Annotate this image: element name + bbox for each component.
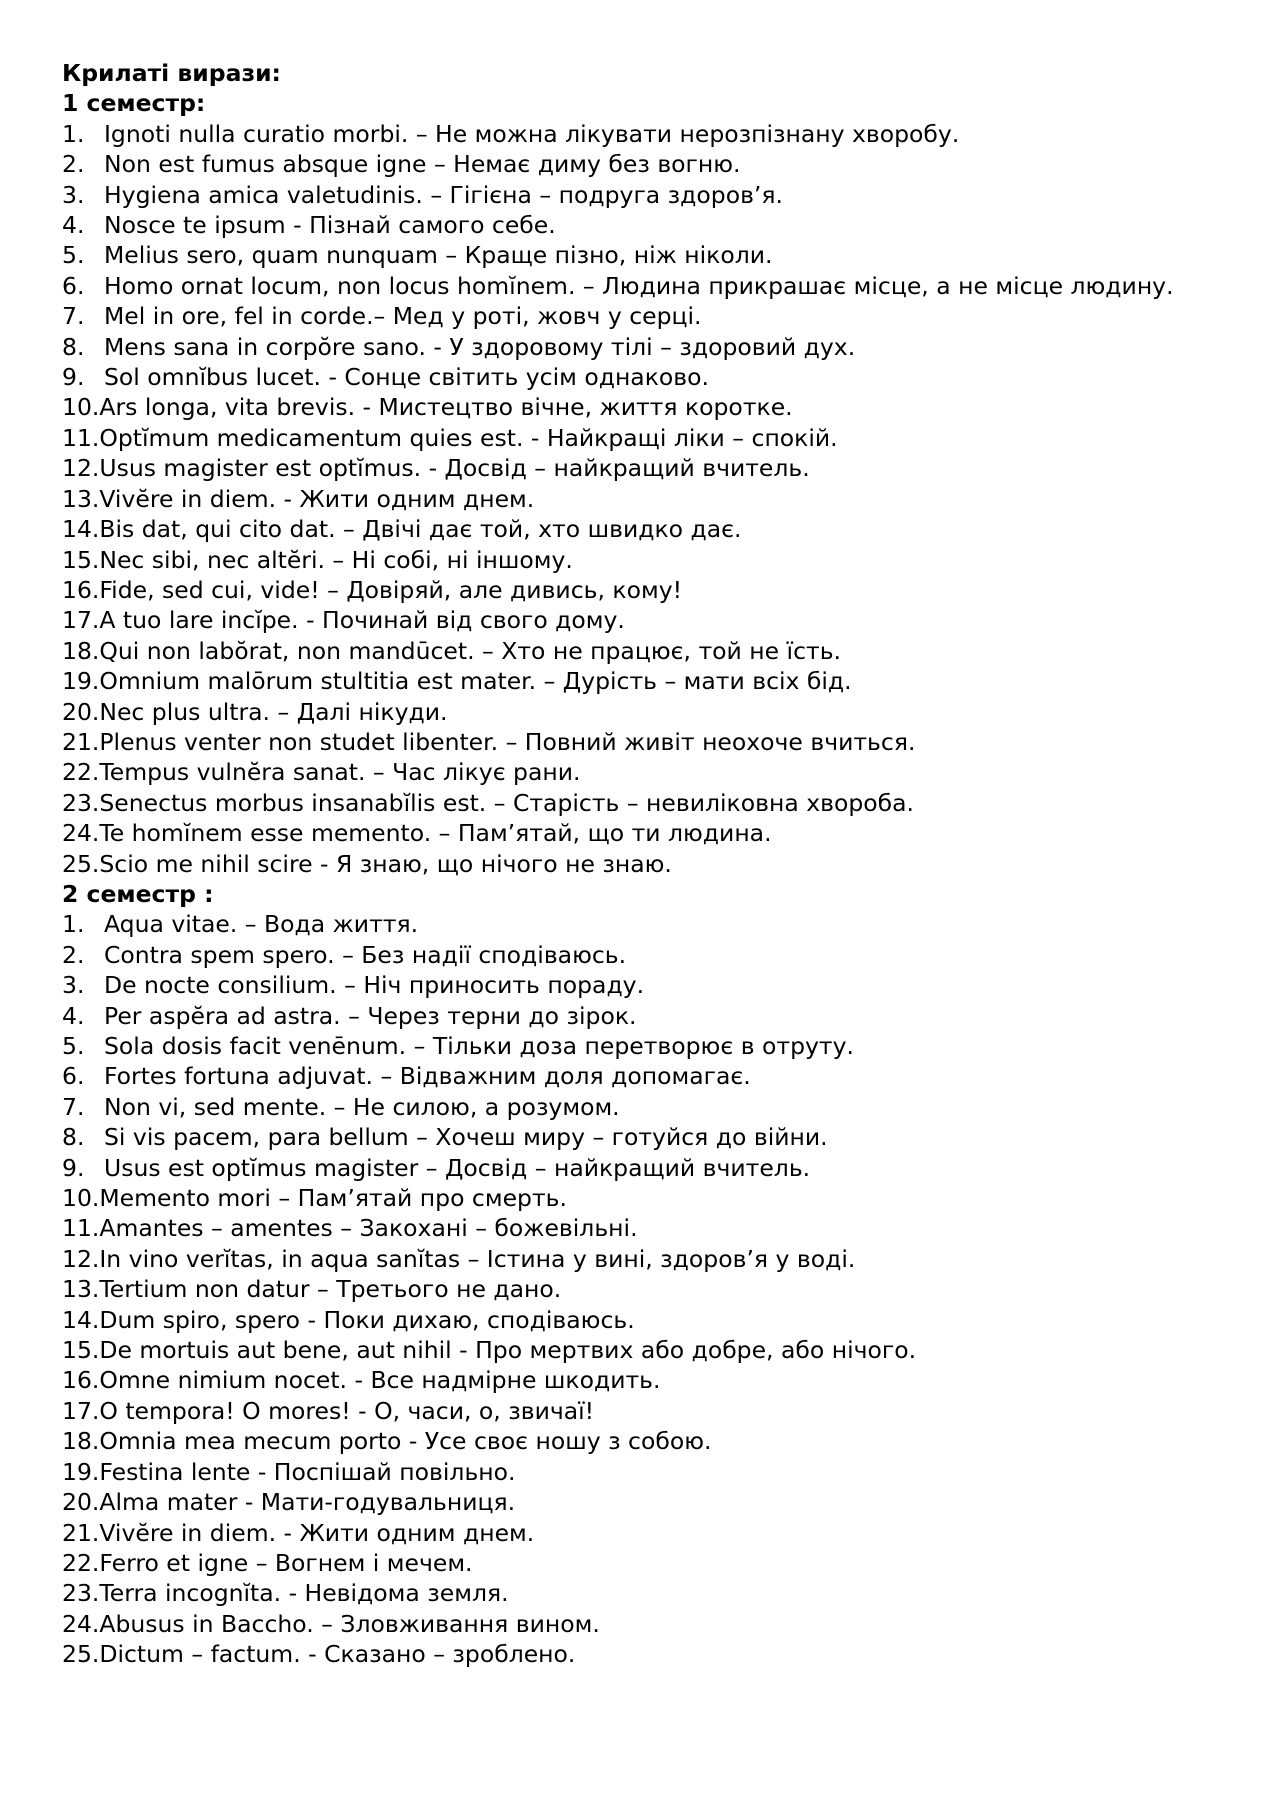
list-item-text: Usus est optĭmus magister – Досвід – найкращий вчитель. <box>104 1153 811 1182</box>
list-item-text: Per aspĕra ad astra. – Через терни до зірок. <box>104 1001 637 1030</box>
list-item-number: 17. <box>62 606 100 635</box>
list-item-text: Nosce te ipsum - Пізнай самого себе. <box>104 211 556 240</box>
list-item-text: Tertium non datur – Третього не дано. <box>99 1275 562 1304</box>
list-item-number: 1. <box>62 910 85 939</box>
list-item <box>62 849 1212 879</box>
list-item-number: 20. <box>62 1488 100 1517</box>
list-item-text: Festina lente - Поспішай повільно. <box>99 1457 516 1486</box>
list-item <box>62 1122 1212 1152</box>
list-item <box>62 1092 1212 1122</box>
list-item-number: 17. <box>62 1396 100 1425</box>
page-title: Крилаті вирази: <box>62 59 281 87</box>
list-item-number: 19. <box>62 667 100 696</box>
list-item <box>62 1518 1212 1548</box>
list-item-text: In vino verĭtas, in aqua sanĭtas – Істина у вині, здоров’я у воді. <box>99 1244 856 1273</box>
list-item-text: Qui non labŏrat, non mandūcet. – Хто не працює, той не їсть. <box>99 636 842 665</box>
list-item-text: Omne nimium nocet. - Все надмірне шкодить. <box>99 1366 661 1395</box>
list-item <box>62 423 1212 453</box>
list-item-text: Memento mori – Пам’ятай про смерть. <box>99 1184 567 1213</box>
list-item <box>62 605 1212 635</box>
list-item-text: Scio me nihil scire - Я знаю, що нічого не знаю. <box>99 849 672 878</box>
list-item-number: 16. <box>62 1366 100 1395</box>
list-item-text: Optĭmum medicamentum quies est. - Найкращі ліки – спокій. <box>99 423 838 452</box>
list-item-text: Omnia mea mecum porto - Усе своє ношу з собою. <box>99 1427 712 1456</box>
list-item <box>62 1001 1212 1031</box>
list-item <box>62 575 1212 605</box>
list-item-number: 9. <box>62 363 85 392</box>
list-item-number: 12. <box>62 1244 100 1273</box>
list-item <box>62 484 1212 514</box>
list-item-text: Dictum – factum. - Сказано – зроблено. <box>99 1640 576 1669</box>
list-item <box>62 727 1212 757</box>
list-item <box>62 1426 1212 1456</box>
list-item-text: Hygiena amica valetudinis. – Гігієна – подруга здоров’я. <box>104 180 783 209</box>
list-item <box>62 301 1212 331</box>
list-item-text: Homo ornat locum, non locus homĭnem. – Людина прикрашає місце, а не місце людину. <box>104 271 1174 300</box>
list-item <box>62 271 1212 301</box>
list-item-text: Sola dosis facit venēnum. – Тільки доза перетворює в отруту. <box>104 1032 854 1060</box>
list-item-text: Vivĕre in diem. - Жити одним днем. <box>99 484 535 513</box>
list-item-number: 8. <box>62 1123 85 1152</box>
list-item-number: 25. <box>62 1640 100 1669</box>
list-item-text: Sol omnĭbus lucet. - Сонце світить усім однаково. <box>104 363 709 392</box>
list-item-text: Fide, sed cui, vide! – Довіряй, але дивись, кому! <box>99 575 683 604</box>
list-item-number: 9. <box>62 1153 85 1182</box>
list-item <box>62 180 1212 210</box>
list-item-text: Te homĭnem esse memento. – Пам’ятай, що ти людина. <box>99 819 772 848</box>
list-item-number: 14. <box>62 515 100 544</box>
list-item <box>62 392 1212 422</box>
list-item <box>62 362 1212 392</box>
list-item <box>62 1244 1212 1274</box>
list-item-text: Ferro et igne – Вогнем і мечем. <box>99 1548 473 1577</box>
list-item <box>62 545 1212 575</box>
list-item-number: 7. <box>62 302 85 331</box>
list-item-number: 5. <box>62 241 85 270</box>
list-item <box>62 514 1212 544</box>
list-item-number: 8. <box>62 332 85 361</box>
list-item-number: 11. <box>62 423 100 452</box>
list-item-number: 21. <box>62 1518 100 1547</box>
list-item <box>62 909 1212 939</box>
list-item-number: 21. <box>62 727 100 756</box>
list-item-text: Bis dat, qui cito dat. – Двічі дає той, хто швидко дає. <box>99 515 742 544</box>
list-item-number: 24. <box>62 1609 100 1638</box>
list-item-number: 10. <box>62 1184 100 1213</box>
list-item-number: 3. <box>62 180 85 209</box>
list-item-number: 2. <box>62 940 85 969</box>
list-item-text: Nec sibi, nec altĕri. – Ні собі, ні іншому. <box>99 545 573 574</box>
list-item <box>62 1061 1212 1091</box>
list-item <box>62 970 1212 1000</box>
list-item-number: 15. <box>62 545 100 574</box>
list-item-text: Nec plus ultra. – Далі нікуди. <box>99 697 448 726</box>
list-item-number: 16. <box>62 575 100 604</box>
list-item-number: 6. <box>62 1062 85 1091</box>
list-item-number: 7. <box>62 1092 85 1121</box>
list-item-text: Fortes fortuna adjuvat. – Відважним доля допомагає. <box>104 1062 751 1091</box>
list-item-text: Amantes – amentes – Закохані – божевільні. <box>99 1214 638 1243</box>
list-item-text: De nocte consilium. – Ніч приносить пораду. <box>104 971 645 1000</box>
list-item-text: Contra spem spero. – Без надії сподіваюсь. <box>104 940 627 969</box>
list-item-number: 13. <box>62 1275 100 1304</box>
list-item-text: Mens sana in corpŏre sano. - У здоровому тілі – здоровий дух. <box>104 332 856 361</box>
list-item-number: 18. <box>62 636 100 665</box>
list-item <box>62 697 1212 727</box>
document-page <box>62 58 1212 1670</box>
list-item-number: 19. <box>62 1457 100 1486</box>
list-item-number: 5. <box>62 1032 85 1060</box>
list-item <box>62 1548 1212 1578</box>
list-item <box>62 1274 1212 1304</box>
list-item-number: 15. <box>62 1336 100 1365</box>
list-item-text: Omnium malōrum stultitia est mater. – Дурість – мати всіх бід. <box>99 667 852 696</box>
list-item <box>62 1183 1212 1213</box>
list-item <box>62 1639 1212 1669</box>
list-item <box>62 1213 1212 1243</box>
list-item-text: Alma mater - Мати-годувальниця. <box>99 1488 516 1517</box>
list-item-text: Terra incognĭta. - Невідома земля. <box>99 1579 509 1608</box>
list-item <box>62 149 1212 179</box>
list-item-number: 22. <box>62 1548 100 1577</box>
list-item-number: 12. <box>62 454 100 483</box>
list-item-number: 4. <box>62 211 85 240</box>
list-item <box>62 453 1212 483</box>
list-item-text: Senectus morbus insanabĭlis est. – Старість – невиліковна хвороба. <box>99 788 914 817</box>
list-item-number: 25. <box>62 849 100 878</box>
list-item-number: 3. <box>62 971 85 1000</box>
list-item <box>62 1578 1212 1608</box>
list-item <box>62 1365 1212 1395</box>
section-heading-semester-2: 2 семестр : <box>62 879 214 908</box>
list-item <box>62 240 1212 270</box>
list-item-number: 13. <box>62 484 100 513</box>
list-item-text: Plenus venter non studet libenter. – Повний живіт неохоче вчиться. <box>99 727 916 756</box>
list-item-text: Tempus vulnĕra sanat. – Час лікує рани. <box>99 758 581 787</box>
list-item <box>62 1609 1212 1639</box>
list-item-text: Ars longa, vita brevis. - Мистецтво вічне, життя коротке. <box>99 393 793 422</box>
list-item-number: 2. <box>62 150 85 179</box>
list-item-number: 1. <box>62 119 85 148</box>
list-item <box>62 1457 1212 1487</box>
semester-1-list <box>62 119 1212 879</box>
list-item-text: Abusus in Baccho. – Зловживання вином. <box>99 1609 600 1638</box>
list-item-text: O tempora! O mores! - О, часи, о, звичаї! <box>99 1396 595 1425</box>
list-item <box>62 788 1212 818</box>
list-item <box>62 1153 1212 1183</box>
list-item <box>62 1396 1212 1426</box>
section-heading-semester-1: 1 семестр: <box>62 89 206 118</box>
list-item-text: De mortuis aut bene, aut nihil - Про мертвих або добре, або нічого. <box>99 1336 917 1365</box>
list-item-number: 6. <box>62 271 85 300</box>
list-item-text: Usus magister est optĭmus. - Досвід – найкращий вчитель. <box>99 454 810 483</box>
list-item-text: Dum spiro, spero - Поки дихаю, сподіваюсь. <box>99 1305 635 1334</box>
list-item-number: 23. <box>62 788 100 817</box>
list-item-number: 11. <box>62 1214 100 1243</box>
list-item <box>62 1305 1212 1335</box>
list-item-text: A tuo lare incĭpe. - Починай від свого дому. <box>99 606 625 635</box>
list-item-text: Ignoti nulla curatio morbi. – Не можна лікувати нерозпізнану хворобу. <box>104 119 960 148</box>
list-item <box>62 757 1212 787</box>
list-item-text: Non est fumus absque igne – Немає диму без вогню. <box>104 150 741 179</box>
semester-2-list <box>62 909 1212 1669</box>
list-item-text: Vivĕre in diem. - Жити одним днем. <box>99 1518 535 1547</box>
list-item <box>62 1335 1212 1365</box>
list-item <box>62 332 1212 362</box>
list-item <box>62 210 1212 240</box>
list-item <box>62 1031 1212 1061</box>
list-item <box>62 666 1212 696</box>
list-item-text: Non vi, sed mente. – Не силою, а розумом. <box>104 1092 620 1121</box>
list-item-text: Melius sero, quam nunquam – Краще пізно, ніж ніколи. <box>104 241 773 270</box>
list-item <box>62 1487 1212 1517</box>
list-item-number: 22. <box>62 758 100 787</box>
list-item <box>62 940 1212 970</box>
list-item-number: 4. <box>62 1001 85 1030</box>
list-item-number: 18. <box>62 1427 100 1456</box>
list-item <box>62 818 1212 848</box>
list-item-text: Mel in ore, fel in corde.– Мед у роті, жовч у серці. <box>104 302 702 331</box>
list-item <box>62 119 1212 149</box>
list-item-text: Si vis pacem, para bellum – Хочеш миру – готуйся до війни. <box>104 1123 828 1152</box>
list-item <box>62 636 1212 666</box>
list-item-number: 14. <box>62 1305 100 1334</box>
list-item-number: 24. <box>62 819 100 848</box>
list-item-number: 20. <box>62 697 100 726</box>
list-item-number: 23. <box>62 1579 100 1608</box>
list-item-text: Aqua vitae. – Вода життя. <box>104 910 419 939</box>
list-item-number: 10. <box>62 393 100 422</box>
